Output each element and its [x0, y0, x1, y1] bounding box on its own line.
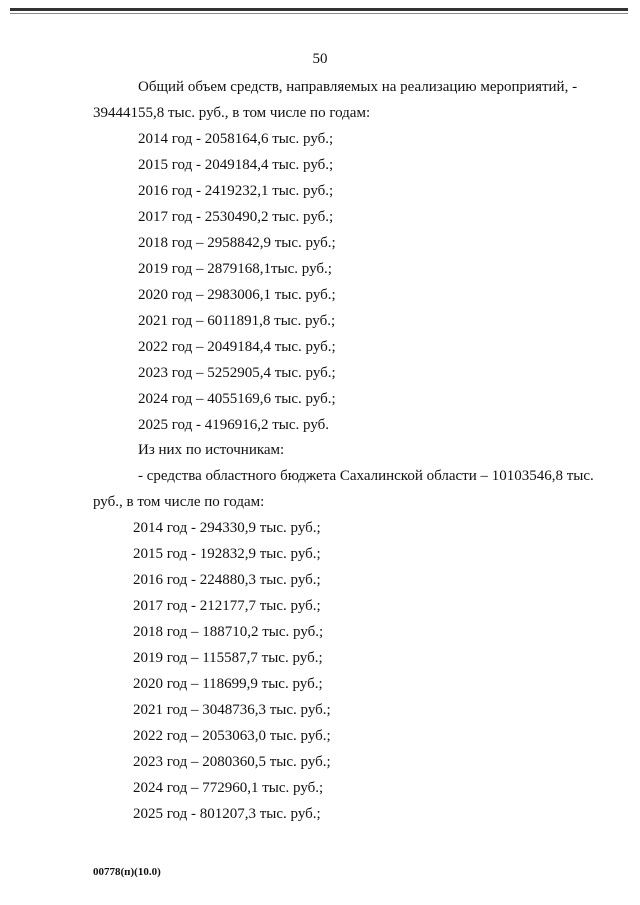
list-item: 2014 год - 2058164,6 тыс. руб.; — [138, 131, 334, 147]
intro-line-1: Общий объем средств, направляемых на реализацию мероприятий, - — [138, 79, 578, 95]
list-item: 2014 год - 294330,9 тыс. руб.; — [133, 520, 321, 536]
list-item: 2024 год – 772960,1 тыс. руб.; — [133, 780, 324, 796]
page-number: 50 — [312, 51, 328, 67]
sources-heading: Из них по источникам: — [138, 442, 285, 458]
list-item: 2016 год - 2419232,1 тыс. руб.; — [138, 183, 334, 199]
list-item: 2023 год – 2080360,5 тыс. руб.; — [133, 754, 331, 770]
regional-line-2: руб., в том числе по годам: — [93, 494, 265, 510]
regional-line-1: - средства областного бюджета Сахалинской области – 10103546,8 тыс. — [138, 468, 594, 484]
list-item: 2024 год – 4055169,6 тыс. руб.; — [138, 391, 336, 407]
list-item: 2016 год - 224880,3 тыс. руб.; — [133, 572, 321, 588]
top-scan-rule-thin — [10, 13, 628, 14]
list-item: 2022 год – 2049184,4 тыс. руб.; — [138, 339, 336, 355]
list-item: 2020 год – 2983006,1 тыс. руб.; — [138, 287, 336, 303]
list-item: 2023 год – 5252905,4 тыс. руб.; — [138, 365, 336, 381]
document-code: 00778(п)(10.0) — [93, 866, 161, 878]
list-item: 2015 год - 2049184,4 тыс. руб.; — [138, 157, 334, 173]
intro-line-2: 39444155,8 тыс. руб., в том числе по годам: — [93, 105, 371, 121]
list-item: 2019 год – 2879168,1тыс. руб.; — [138, 261, 332, 277]
list-item: 2019 год – 115587,7 тыс. руб.; — [133, 650, 323, 666]
list-item: 2015 год - 192832,9 тыс. руб.; — [133, 546, 321, 562]
list-item: 2017 год - 2530490,2 тыс. руб.; — [138, 209, 334, 225]
list-item: 2020 год – 118699,9 тыс. руб.; — [133, 676, 323, 692]
list-item: 2017 год - 212177,7 тыс. руб.; — [133, 598, 321, 614]
list-item: 2021 год – 6011891,8 тыс. руб.; — [138, 313, 336, 329]
list-item: 2021 год – 3048736,3 тыс. руб.; — [133, 702, 331, 718]
list-item: 2018 год – 188710,2 тыс. руб.; — [133, 624, 324, 640]
list-item: 2022 год – 2053063,0 тыс. руб.; — [133, 728, 331, 744]
top-scan-rule — [10, 8, 628, 11]
list-item: 2025 год - 801207,3 тыс. руб.; — [133, 806, 321, 822]
list-item: 2025 год - 4196916,2 тыс. руб. — [138, 417, 330, 433]
list-item: 2018 год – 2958842,9 тыс. руб.; — [138, 235, 336, 251]
